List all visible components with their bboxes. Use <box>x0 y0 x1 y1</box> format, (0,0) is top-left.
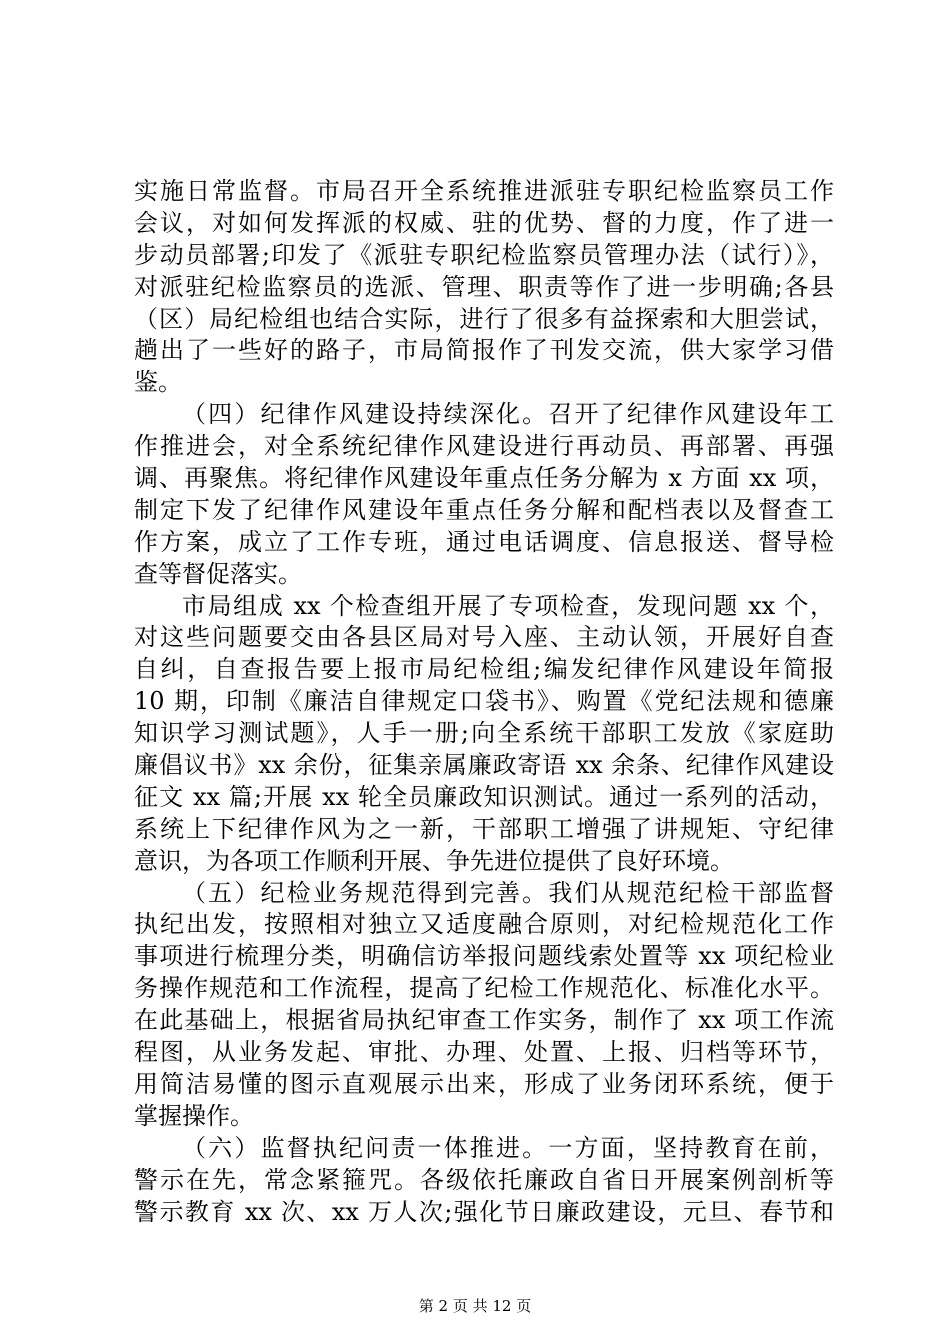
text-line: 务操作规范和工作流程，提高了纪检工作规范化、标准化水平。 <box>134 974 834 1003</box>
text-line: 鉴。 <box>134 368 182 397</box>
text-line: 知识学习测试题》，人手一册;向全系统干部职工发放《家庭助 <box>134 719 834 748</box>
text-line: 执纪出发，按照相对独立又适度融合原则，对纪检规范化工作 <box>134 910 834 939</box>
text-line: （区）局纪检组也结合实际，进行了很多有益探索和大胆尝试， <box>134 304 834 333</box>
text-line: 对派驻纪检监察员的选派、管理、职责等作了进一步明确;各县 <box>134 272 834 301</box>
text-line: 廉倡议书》xx 余份，征集亲属廉政寄语 xx 余条、纪律作风建设 <box>134 751 834 780</box>
text-line: 作推进会，对全系统纪律作风建设进行再动员、再部署、再强 <box>134 432 834 461</box>
text-line: 趟出了一些好的路子，市局简报作了刊发交流，供大家学习借 <box>134 336 834 365</box>
text-line: 程图，从业务发起、审批、办理、处置、上报、归档等环节， <box>134 1038 834 1067</box>
text-line: 查等督促落实。 <box>134 559 302 588</box>
text-line: 事项进行梳理分类，明确信访举报问题线索处置等 xx 项纪检业 <box>134 942 834 971</box>
text-line: 自纠，自查报告要上报市局纪检组;编发纪律作风建设年简报 <box>134 655 834 684</box>
text-line: 制定下发了纪律作风建设年重点任务分解和配档表以及督查工 <box>134 495 834 524</box>
page-number-footer: 第 2 页 共 12 页 <box>418 1297 532 1315</box>
text-line: 在此基础上，根据省局执纪审查工作实务，制作了 xx 项工作流 <box>134 1006 834 1035</box>
text-line: 掌握操作。 <box>134 1101 254 1130</box>
text-line: 步动员部署;印发了《派驻专职纪检监察员管理办法（试行）》， <box>134 240 834 269</box>
text-line: 意识，为各项工作顺利开展、争先进位提供了良好环境。 <box>134 846 734 875</box>
text-line: 实施日常监督。市局召开全系统推进派驻专职纪检监察员工作 <box>134 177 834 205</box>
text-line: 系统上下纪律作风为之一新，干部职工增强了讲规矩、守纪律 <box>134 814 834 843</box>
text-line: 会议，对如何发挥派的权威、驻的优势、督的力度，作了进一 <box>134 208 834 237</box>
text-line: 调、再聚焦。将纪律作风建设年重点任务分解为 x 方面 xx 项， <box>134 464 834 493</box>
paragraph-heading-line: （四）纪律作风建设持续深化。召开了纪律作风建设年工 <box>182 400 834 429</box>
paragraph-heading-line: （六）监督执纪问责一体推进。一方面，坚持教育在前， <box>182 1133 834 1162</box>
text-line: 用简洁易懂的图示直观展示出来，形成了业务闭环系统，便于 <box>134 1069 834 1098</box>
text-line: 作方案，成立了工作专班，通过电话调度、信息报送、督导检 <box>134 527 834 556</box>
paragraph-heading-line: （五）纪检业务规范得到完善。我们从规范纪检干部监督 <box>182 878 834 907</box>
text-line: 征文 xx 篇;开展 xx 轮全员廉政知识测试。通过一系列的活动， <box>134 782 834 811</box>
document-body <box>134 176 834 1228</box>
paragraph-start-line: 市局组成 xx 个检查组开展了专项检查，发现问题 xx 个， <box>182 591 834 620</box>
text-line: 10 期，印制《廉洁自律规定口袋书》、购置《党纪法规和德廉 <box>134 687 834 716</box>
text-line: 警示教育 xx 次、xx 万人次;强化节日廉政建设，元旦、春节和 <box>134 1197 834 1226</box>
text-line: 对这些问题要交由各县区局对号入座、主动认领，开展好自查 <box>134 623 834 652</box>
text-line: 警示在先，常念紧箍咒。各级依托廉政自省日开展案例剖析等 <box>134 1165 834 1194</box>
